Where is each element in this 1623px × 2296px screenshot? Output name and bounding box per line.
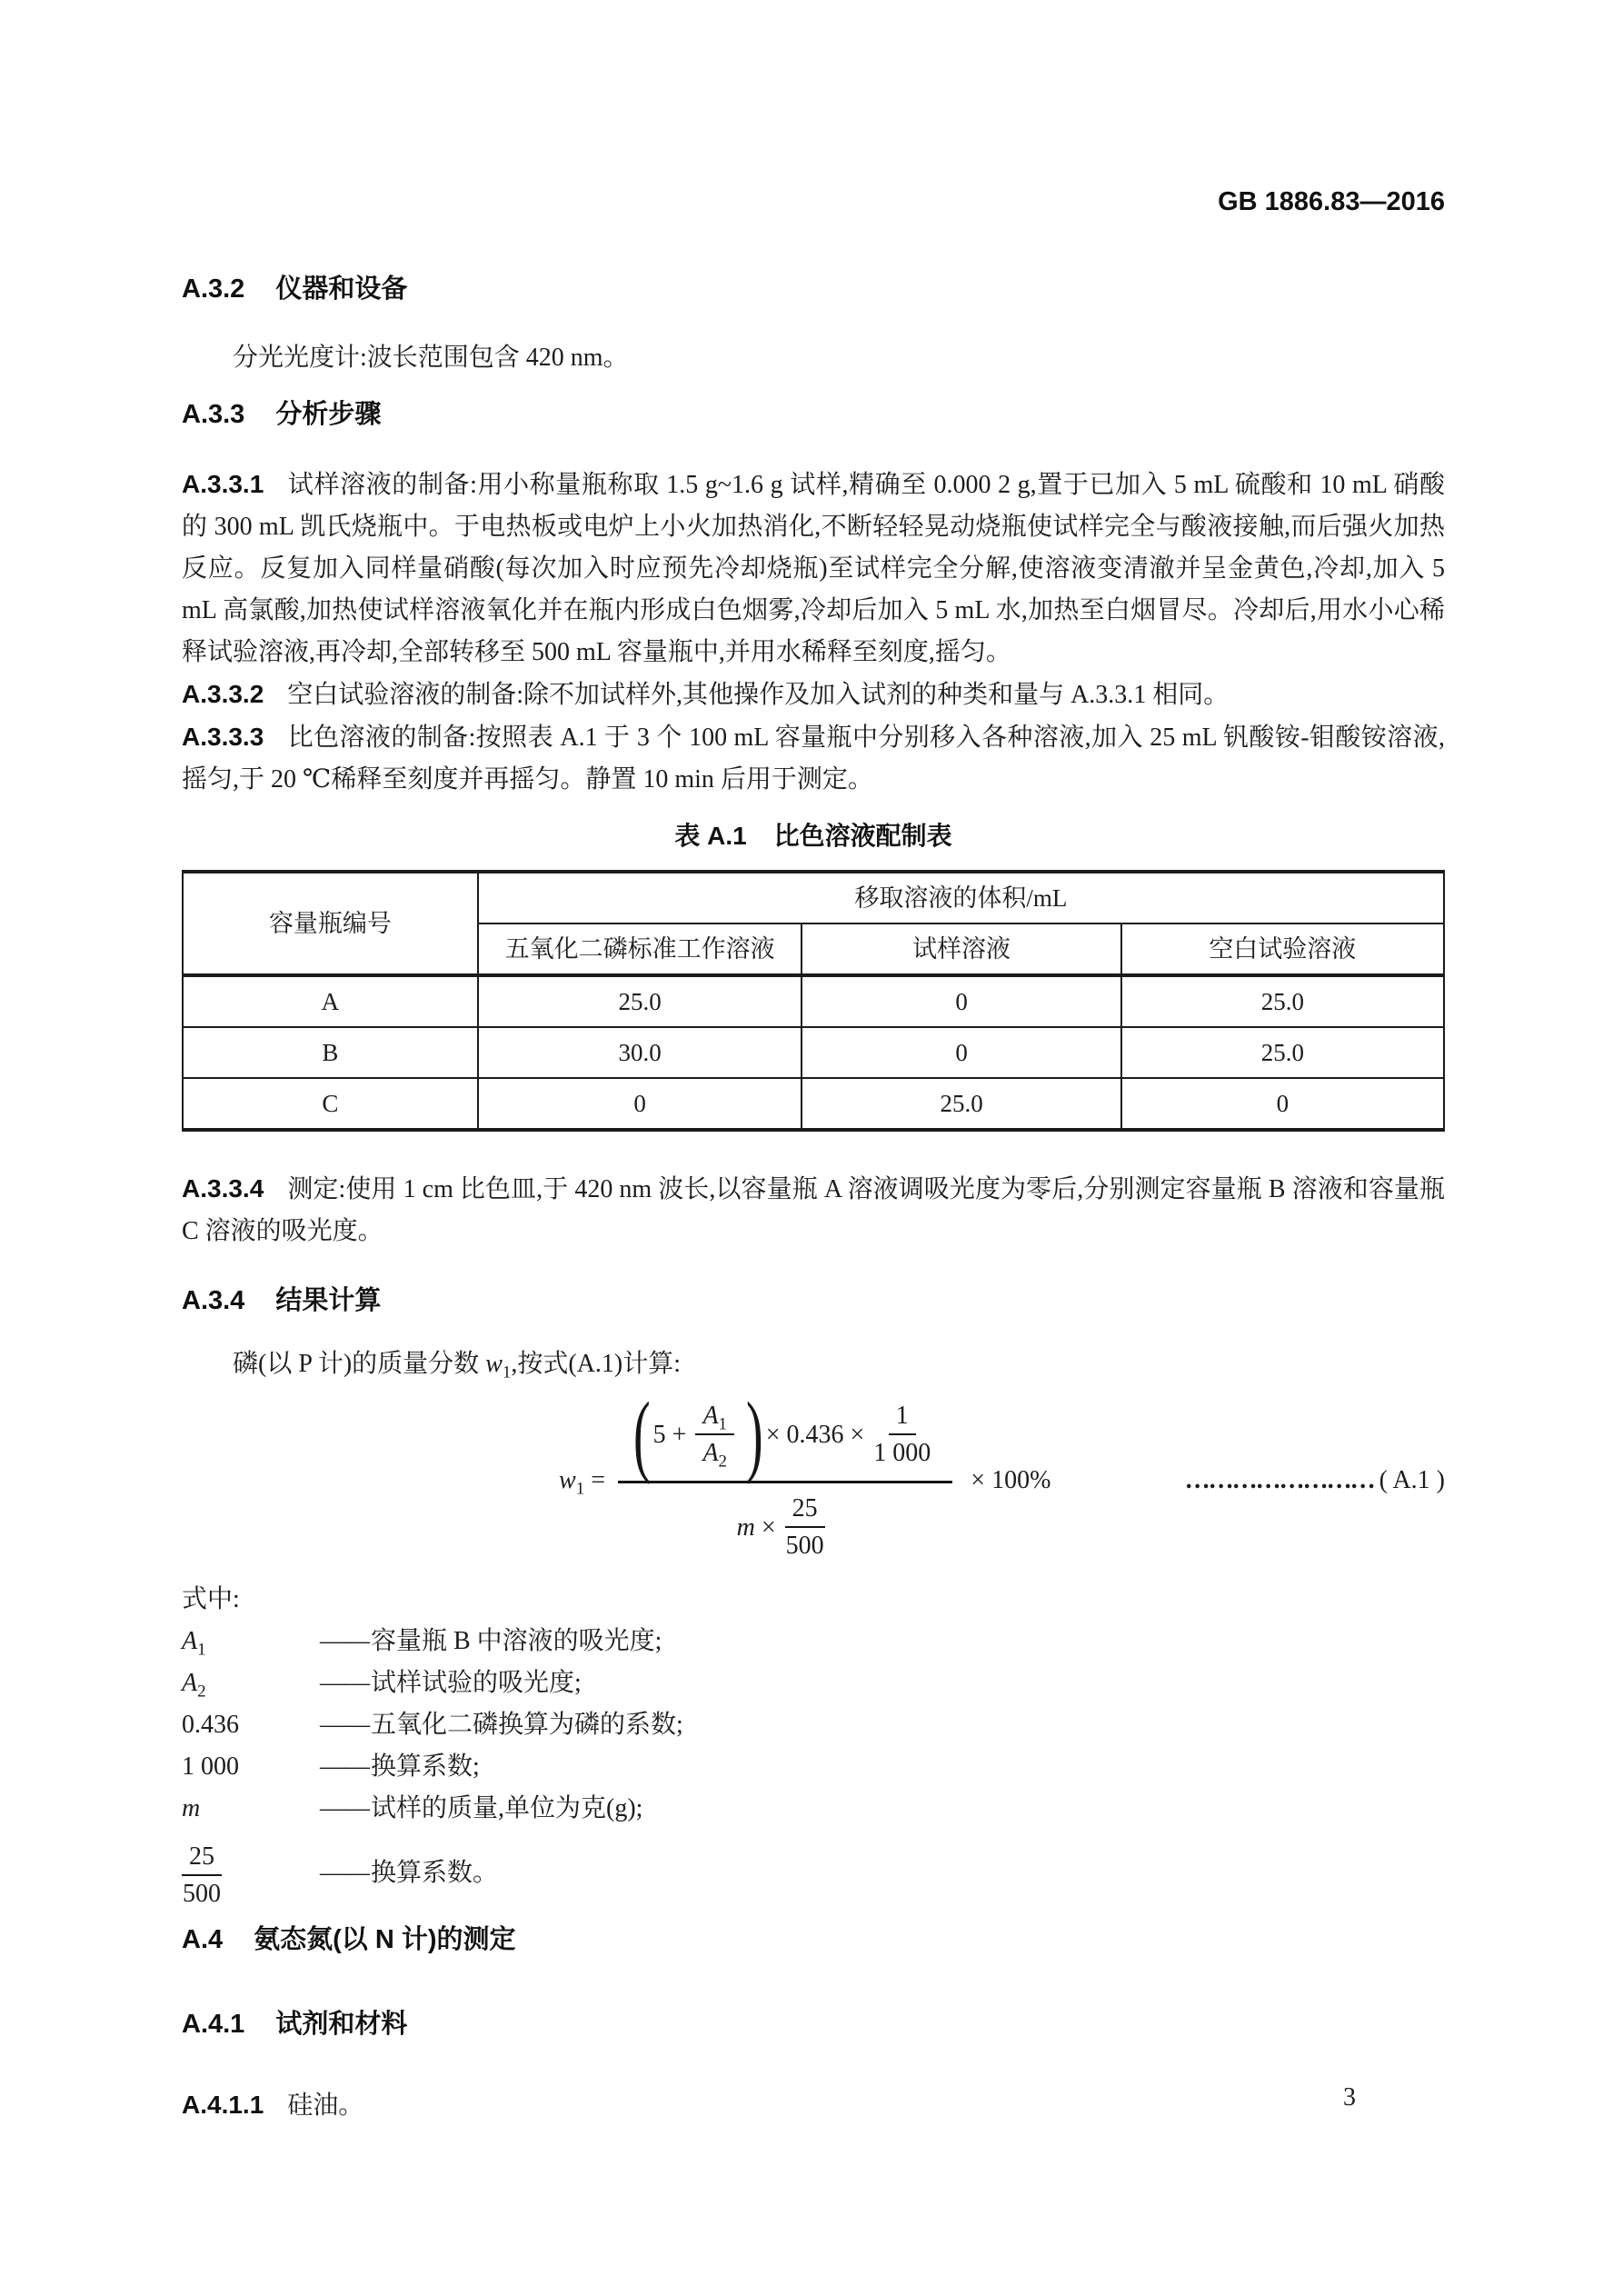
clause-number: A.3.3.4 [182, 1174, 264, 1203]
value-cell: 0 [802, 975, 1120, 1027]
main-fraction [618, 1383, 952, 1562]
fraction-25-500 [182, 1841, 222, 1911]
table-header-row-1 [183, 872, 1444, 923]
value-cell: 25.0 [1121, 1027, 1444, 1078]
clause-text: 试样溶液的制备:用小称量瓶称取 1.5 g~1.6 g 试样,精确至 0.000 2 g,置于已加入 5 mL 硫酸和 10 mL 硝酸的 300 mL 凯氏烧瓶中。于电热板或电炉上小火加热消化,不断轻轻晃动烧瓶使试样完全与酸液接触,而后强火加热反应。反复加入同样量硝酸(每次加入时应预先冷却烧瓶)至试样完全分解,使溶液变清澈并呈金黄色,冷却,加入 5 mL 高氯酸,加热使试样溶液氧化并在瓶内形成白色烟雾,冷却后加入 5 mL 水,加热至白烟冒尽。冷却后,用水小心稀释试验溶液,再冷却,全部转移至 500 mL 容量瓶中,并用水稀释至刻度,摇匀。 [182, 471, 1445, 666]
fraction-numerator [695, 1400, 734, 1435]
running-header-doc-code: GB 1886.83—2016 [1218, 187, 1445, 216]
value-cell: 25.0 [478, 975, 802, 1027]
definition-item-25-500 [182, 1835, 1445, 1912]
value-cell: 25.0 [1121, 975, 1444, 1027]
definition-dash: —— [320, 1794, 369, 1822]
fraction-1-1000 [873, 1400, 931, 1470]
table-row [183, 1078, 1444, 1130]
section-number: A.4 [182, 1925, 224, 1954]
table-subheader: 试样溶液 [802, 923, 1120, 975]
section-heading-a34 [182, 1285, 1445, 1316]
definition-dash: —— [320, 1711, 369, 1739]
variable-w: w [559, 1465, 576, 1494]
definition-description: 换算系数; [371, 1752, 480, 1781]
paragraph-a331 [182, 464, 1445, 674]
definition-item-1000 [182, 1746, 1445, 1788]
table-caption-title: 比色溶液配制表 [773, 822, 952, 850]
formula-intro [182, 1343, 1445, 1385]
paragraph-a32-body: 分光光度计:波长范围包含 420 nm。 [233, 344, 629, 372]
value-cell: 0 [478, 1078, 802, 1130]
definition-dash: —— [320, 1627, 369, 1655]
table-caption [182, 821, 1445, 852]
equals-sign: = [584, 1465, 605, 1494]
section-title: 分析步骤 [275, 400, 382, 429]
table-group-header: 移取溶液的体积/mL [478, 872, 1444, 923]
section-heading-a33 [182, 399, 1445, 430]
subscript: 2 [718, 1452, 728, 1472]
value-cell: 25.0 [802, 1078, 1120, 1130]
definition-term [182, 1621, 320, 1662]
subscript: 1 [197, 1640, 206, 1660]
fraction-numerator: 1 [889, 1400, 916, 1435]
variable-w: w [485, 1350, 503, 1378]
variable-a: A [702, 1439, 719, 1467]
solution-preparation-table [182, 870, 1445, 1132]
equation-a1 [182, 1383, 1445, 1562]
section-number: A.4.1 [182, 2010, 245, 2039]
subscript: 1 [718, 1414, 728, 1434]
fraction-numerator: 25 [182, 1841, 222, 1876]
definition-description: 试样的质量,单位为克(g); [371, 1794, 643, 1822]
page-number: 3 [1343, 2083, 1356, 2111]
flask-id-cell: A [183, 975, 478, 1027]
definition-item-a2 [182, 1662, 1445, 1704]
times-sign: × [761, 1512, 776, 1542]
subscript: 2 [197, 1682, 206, 1702]
value-cell: 0 [1121, 1078, 1444, 1130]
definition-description: 五氧化二磷换算为磷的系数; [371, 1711, 683, 1739]
definition-item-m [182, 1788, 1445, 1830]
definition-dash: —— [320, 1859, 369, 1887]
section-number: A.3.2 [182, 275, 245, 304]
definition-term: m [182, 1794, 201, 1822]
variable-m: m [736, 1512, 755, 1542]
intro-text: 磷(以 P 计)的质量分数 [233, 1350, 486, 1378]
fraction-denominator: 500 [785, 1532, 824, 1560]
fraction-numerator: 25 [785, 1492, 825, 1528]
definition-description: 容量瓶 B 中溶液的吸光度; [371, 1627, 662, 1655]
section-heading-a32 [182, 274, 1445, 304]
left-paren: ( [632, 1383, 651, 1486]
value-cell: 0 [802, 1027, 1120, 1078]
fraction-denominator: 1 000 [873, 1439, 931, 1467]
definition-dash: —— [320, 1669, 369, 1697]
variable-a: A [182, 1669, 198, 1697]
clause-number: A.3.3.2 [182, 680, 264, 708]
fraction-denominator: 500 [183, 1880, 221, 1908]
paragraph-a333 [182, 716, 1445, 801]
variable-a: A [182, 1627, 198, 1655]
paragraph-a334 [182, 1168, 1445, 1253]
fraction-a1-a2 [695, 1400, 734, 1470]
paragraph-a332 [182, 674, 1445, 716]
equation-number: ( A.1 ) [1379, 1465, 1445, 1494]
clause-number: A.3.3.3 [182, 723, 264, 751]
table-row [183, 1027, 1444, 1078]
term-five-plus: 5 + [652, 1420, 687, 1449]
flask-id-cell: C [183, 1078, 478, 1130]
definition-term [182, 1662, 320, 1704]
equation-lhs [559, 1460, 605, 1502]
fraction-denominator [702, 1435, 727, 1470]
section-heading-a4 [182, 1924, 1445, 1955]
fraction-numerator [618, 1383, 952, 1486]
clause-text: 测定:使用 1 cm 比色皿,于 420 nm 波长,以容量瓶 A 溶液调吸光度为零后,分别测定容量瓶 B 溶液和容量瓶 C 溶液的吸光度。 [182, 1175, 1445, 1245]
definition-description: 换算系数。 [371, 1859, 499, 1887]
variable-a: A [702, 1402, 719, 1430]
subscript: 1 [502, 1363, 512, 1383]
section-title: 仪器和设备 [275, 275, 408, 304]
section-number: A.3.4 [182, 1286, 245, 1315]
section-number: A.3.3 [182, 400, 245, 429]
definition-term: 1 000 [182, 1752, 239, 1781]
right-paren: ) [746, 1383, 763, 1486]
paragraph-a411 [182, 2084, 1445, 2127]
section-title: 氨态氮(以 N 计)的测定 [254, 1925, 516, 1954]
definition-description: 试样试验的吸光度; [371, 1669, 582, 1697]
fraction-denominator-main [737, 1483, 834, 1562]
value-cell: 30.0 [478, 1027, 802, 1078]
where-label: 式中: [182, 1585, 240, 1613]
clause-text: 比色溶液的制备:按照表 A.1 于 3 个 100 mL 容量瓶中分别移入各种溶液,加入 25 mL 钒酸铵-钼酸铵溶液,摇匀,于 20 ℃稀释至刻度并再摇匀。静置 10 min 后用于测定。 [182, 724, 1445, 794]
definition-dash: —— [320, 1752, 369, 1781]
table-corner-header: 容量瓶编号 [183, 872, 478, 975]
dot-leader: …………………… [1184, 1465, 1374, 1494]
section-title: 试剂和材料 [275, 2010, 408, 2039]
flask-id-cell: B [183, 1027, 478, 1078]
intro-text: ,按式(A.1)计算: [511, 1350, 682, 1378]
times-100-percent: × 100% [971, 1465, 1051, 1494]
clause-number: A.4.1.1 [182, 2091, 264, 2119]
table-subheader: 五氧化二磷标准工作溶液 [478, 923, 802, 975]
table-caption-label: 表 A.1 [674, 822, 747, 850]
times-coefficient: × 0.436 × [765, 1420, 865, 1449]
clause-text: 空白试验溶液的制备:除不加试样外,其他操作及加入试剂的种类和量与 A.3.3.1 相同。 [287, 681, 1230, 709]
table-subheader: 空白试验溶液 [1121, 923, 1444, 975]
clause-text: 硅油。 [287, 2091, 364, 2120]
definition-item-a1 [182, 1621, 1445, 1662]
table-row [183, 975, 1444, 1027]
definition-term: 0.436 [182, 1711, 239, 1739]
definition-term [182, 1836, 320, 1911]
section-heading-a41 [182, 2009, 1445, 2040]
clause-number: A.3.3.1 [182, 470, 264, 498]
section-title: 结果计算 [275, 1286, 382, 1315]
definition-item-0436 [182, 1704, 1445, 1746]
subscript: 1 [575, 1479, 585, 1499]
fraction-25-500 [785, 1492, 825, 1562]
